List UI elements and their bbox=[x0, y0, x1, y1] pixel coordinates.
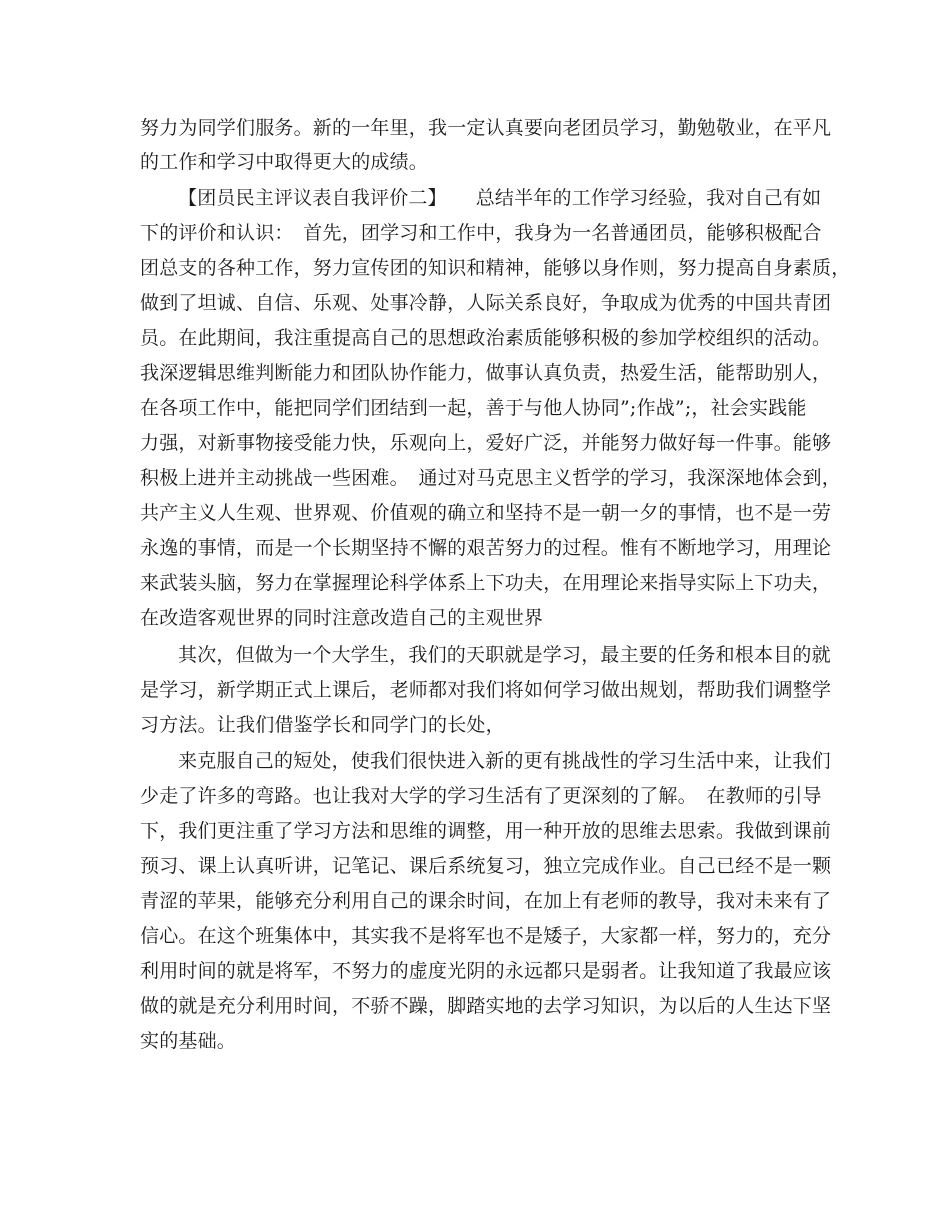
text-line: 利用时间的就是将军，不努力的虚度光阴的永远都只是弱者。让我知道了我最应该 bbox=[140, 960, 832, 982]
text-line: 共产主义人生观、世界观、价值观的确立和坚持不是一朝一夕的事情，也不是一劳 bbox=[140, 502, 832, 524]
text-line: 我深逻辑思维判断能力和团队协作能力，做事认真负责，热爱生活，能帮助别人， bbox=[140, 362, 832, 384]
text-line: 的工作和学习中取得更大的成绩。 bbox=[140, 151, 429, 173]
text-line: 青涩的苹果，能够充分利用自己的课余时间，在加上有老师的教导，我对未来有了 bbox=[140, 890, 832, 912]
text-line: 员。在此期间，我注重提高自己的思想政治素质能够积极的参加学校组织的活动。 bbox=[140, 327, 832, 349]
text-line: 来武装头脑，努力在掌握理论科学体系上下功夫，在用理论来指导实际上下功夫， bbox=[140, 572, 832, 594]
paragraph-first-line: 其次，但做为一个大学生，我们的天职就是学习，最主要的任务和根本目的就 bbox=[178, 644, 831, 666]
text-line: 做到了坦诚、自信、乐观、处事冷静，人际关系良好，争取成为优秀的中国共青团 bbox=[140, 292, 832, 314]
text-line: 下的评价和认识： 首先，团学习和工作中，我身为一名普通团员，能够积极配合 bbox=[140, 222, 822, 244]
text-line: 是学习，新学期正式上课后，老师都对我们将如何学习做出规划，帮助我们调整学 bbox=[140, 679, 832, 701]
text-line: 预习、课上认真听讲，记笔记、课后系统复习，独立完成作业。自己已经不是一颗 bbox=[140, 855, 832, 877]
text-line: 少走了许多的弯路。也让我对大学的学习生活有了更深刻的了解。 在教师的引导 bbox=[140, 785, 822, 807]
text-line: 习方法。让我们借鉴学长和同学门的长处， bbox=[140, 714, 505, 736]
paragraph-first-line: 来克服自己的短处，使我们很快进入新的更有挑战性的学习生活中来，让我们 bbox=[178, 750, 831, 772]
text-line: 信心。在这个班集体中，其实我不是将军也不是矮子，大家都一样，努力的，充分 bbox=[140, 925, 832, 947]
text-line: 力强，对新事物接受能力快，乐观向上，爱好广泛，并能努力做好每一件事。能够 bbox=[140, 432, 832, 454]
text-line: 积极上进并主动挑战一些困难。 通过对马克思主义哲学的学习，我深深地体会到， bbox=[140, 467, 841, 489]
text-line: 下，我们更注重了学习方法和思维的调整，用一种开放的思维去思索。我做到课前 bbox=[140, 820, 832, 842]
text-line: 实的基础。 bbox=[140, 1030, 237, 1052]
section-heading-line: 【团员民主评议表自我评价二】 总结半年的工作学习经验，我对自己有如 bbox=[178, 187, 822, 209]
text-line: 在各项工作中，能把同学们团结到一起，善于与他人协同”;作战”;，社会实践能 bbox=[140, 397, 807, 419]
text-line: 团总支的各种工作，努力宣传团的知识和精神，能够以身作则，努力提高自身素质， bbox=[140, 257, 851, 279]
text-line: 永逸的事情，而是一个长期坚持不懈的艰苦努力的过程。惟有不断地学习，用理论 bbox=[140, 537, 832, 559]
text-line: 在改造客观世界的同时注意改造自己的主观世界 bbox=[140, 607, 544, 629]
text-line: 努力为同学们服务。新的一年里，我一定认真要向老团员学习，勤勉敬业，在平凡 bbox=[140, 117, 832, 139]
text-line: 做的就是充分利用时间，不骄不躁，脚踏实地的去学习知识，为以后的人生达下坚 bbox=[140, 995, 832, 1017]
